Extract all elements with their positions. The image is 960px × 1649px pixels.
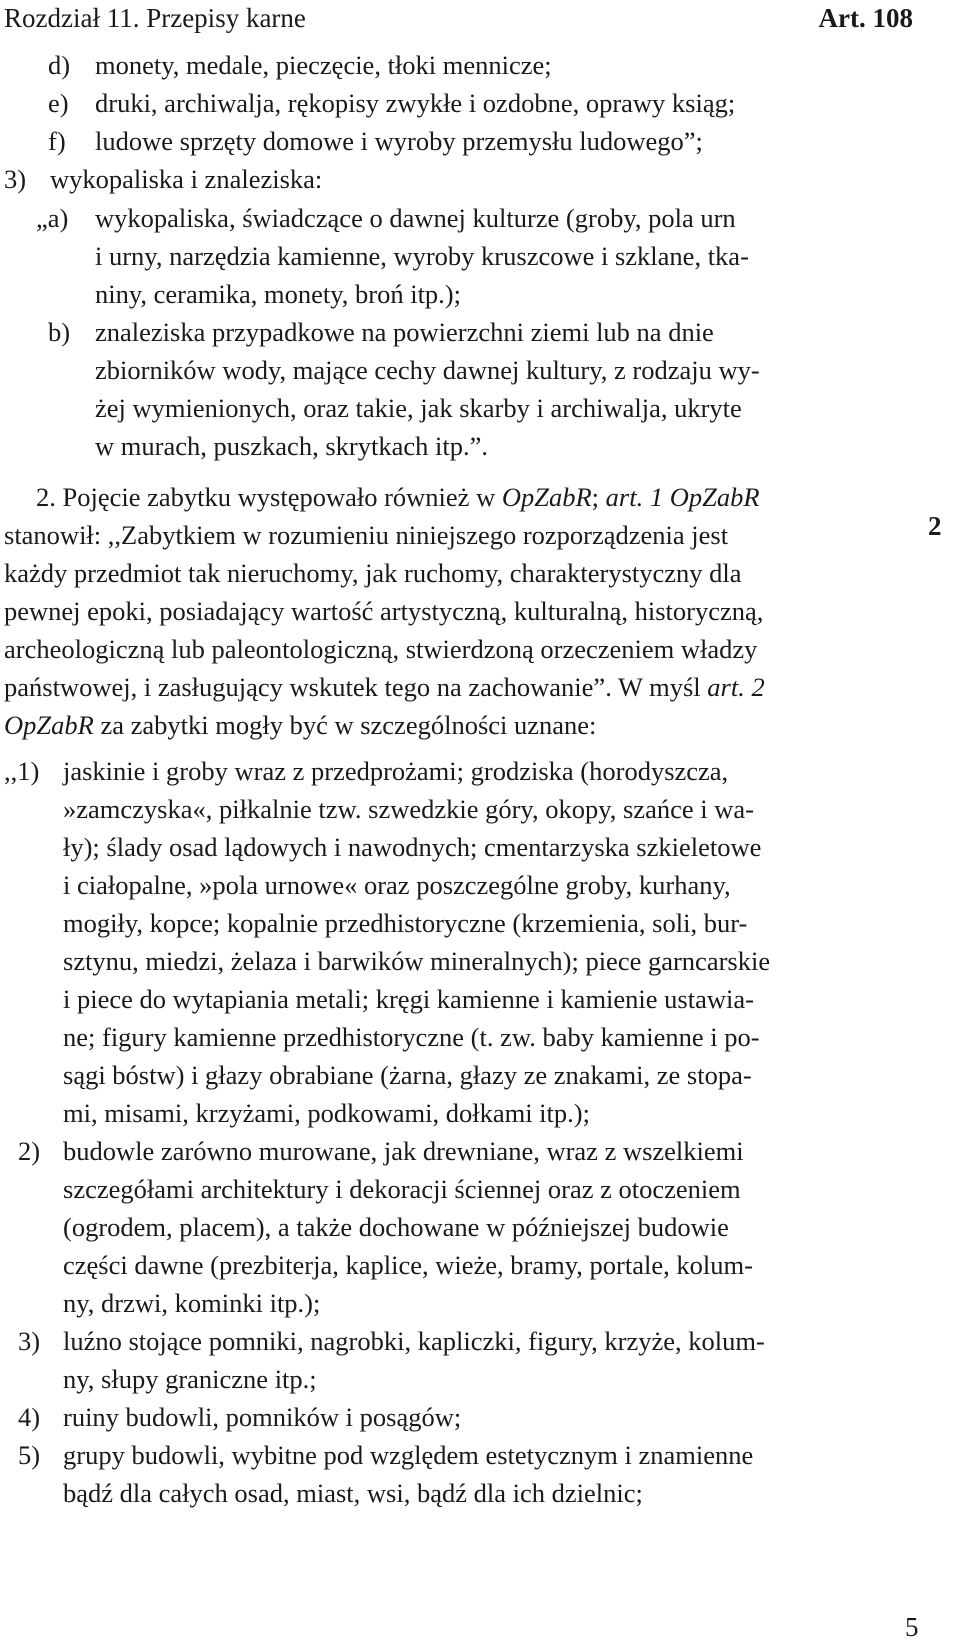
citation: OpZabR xyxy=(4,710,94,740)
item-text-line: sztynu, miedzi, żelaza i barwików mineralnych); piece garncarskie xyxy=(63,946,771,976)
item-label: 5) xyxy=(18,1440,41,1470)
item-text-line: i urny, narzędzia kamienne, wyroby kruszcowe i szklane, tka- xyxy=(95,241,749,271)
item-text-line: ne; figury kamienne przedhistoryczne (t. zw. baby kamienne i po- xyxy=(63,1022,760,1052)
item-text-line: znaleziska przypadkowe na powierzchni ziemi lub na dnie xyxy=(95,317,714,347)
paragraph-line xyxy=(4,668,765,706)
paragraph-2-first-line xyxy=(36,478,760,516)
item-text-line: i piece do wytapiania metali; kręgi kamienne i kamienie ustawia- xyxy=(63,984,754,1014)
text: ; xyxy=(591,482,606,512)
item-label: 3) xyxy=(4,164,27,194)
item-text-line: ły); ślady osad lądowych i nawodnych; cmentarzyska szkieletowe xyxy=(63,832,762,862)
item-label: e) xyxy=(48,88,69,118)
item-label: d) xyxy=(48,50,71,80)
paragraph-line: stanowił: ,,Zabytkiem w rozumieniu niniejszego rozporządzenia jest xyxy=(4,520,729,550)
item-text-line: i ciałopalne, »pola urnowe« oraz poszczególne groby, kurhany, xyxy=(63,870,731,900)
text: państwowej, i zasługujący wskutek tego na zachowanie”. W myśl xyxy=(4,672,708,702)
margin-number: 2 xyxy=(928,511,942,541)
item-text-line: części dawne (prezbiterja, kaplice, wieże, bramy, portale, kolum- xyxy=(63,1250,753,1280)
citation: art. 1 OpZabR xyxy=(605,482,760,512)
item-text-line: mogiły, kopce; kopalnie przedhistoryczne (krzemienia, soli, bur- xyxy=(63,908,748,938)
paragraph-line: archeologiczną lub paleontologiczną, stwierdzoną orzeczeniem władzy xyxy=(4,634,758,664)
item-label: ,,1) xyxy=(4,756,40,786)
item-text-line: niny, ceramika, monety, broń itp.); xyxy=(95,279,461,309)
item-text: monety, medale, pieczęcie, tłoki mennicze; xyxy=(95,50,552,80)
item-text-line: żej wymienionych, oraz takie, jak skarby i archiwalja, ukryte xyxy=(95,393,742,423)
citation: OpZabR xyxy=(501,482,592,512)
item-text-line: szczegółami architektury i dekoracji ściennej oraz z otoczeniem xyxy=(63,1174,741,1204)
item-label: 2) xyxy=(18,1136,41,1166)
item-text-line: zbiorników wody, mające cechy dawnej kultury, z rodzaju wy- xyxy=(95,355,760,385)
item-text-line: »zamczyska«, piłkalnie tzw. szwedzkie góry, okopy, szańce i wa- xyxy=(63,794,754,824)
item-label: „a) xyxy=(36,203,69,233)
paragraph-line: pewnej epoki, posiadający wartość artystyczną, kulturalną, historyczną, xyxy=(4,596,764,626)
paragraph-line: każdy przedmiot tak nieruchomy, jak ruchomy, charakterystyczny dla xyxy=(4,558,742,588)
item-text-line: (ogrodem, placem), a także dochowane w późniejszej budowie xyxy=(63,1212,729,1242)
item-text: druki, archiwalja, rękopisy zwykłe i ozdobne, oprawy ksiąg; xyxy=(95,88,736,118)
item-text-line: jaskinie i groby wraz z przedprożami; grodziska (horodyszcza, xyxy=(63,756,729,786)
item-text-line: mi, misami, krzyżami, podkowami, dołkami itp.); xyxy=(63,1098,590,1128)
item-text-line: ruiny budowli, pomników i posągów; xyxy=(63,1402,462,1432)
item-text-line: w murach, puszkach, skrytkach itp.”. xyxy=(95,431,488,461)
text: za zabytki mogły być w szczególności uznane: xyxy=(93,710,597,740)
running-header-article: Art. 108 xyxy=(818,3,913,33)
item-text-line: sągi bóstw) i głazy obrabiane (żarna, głazy ze znakami, ze stopa- xyxy=(63,1060,752,1090)
paragraph-line xyxy=(4,706,596,744)
item-text-line: ny, drzwi, kominki itp.); xyxy=(63,1288,321,1318)
text: 2. Pojęcie zabytku występowało również w xyxy=(36,482,502,512)
running-header-chapter: Rozdział 11. Przepisy karne xyxy=(4,3,306,33)
item-text-line: ny, słupy graniczne itp.; xyxy=(63,1364,317,1394)
item-text-line: wykopaliska, świadczące o dawnej kulturze (groby, pola urn xyxy=(95,203,736,233)
item-text: ludowe sprzęty domowe i wyroby przemysłu ludowego”; xyxy=(95,126,703,156)
item-label: 3) xyxy=(18,1326,41,1356)
item-label: 4) xyxy=(18,1402,41,1432)
item-text-line: budowle zarówno murowane, jak drewniane, wraz z wszelkiemi xyxy=(63,1136,744,1166)
item-text-line: bądź dla całych osad, miast, wsi, bądź dla ich dzielnic; xyxy=(63,1478,643,1508)
page-number: 5 xyxy=(905,1612,919,1642)
item-text-line: grupy budowli, wybitne pod względem estetycznym i znamienne xyxy=(63,1440,754,1470)
item-label: f) xyxy=(48,126,66,156)
item-text-line: luźno stojące pomniki, nagrobki, kapliczki, figury, krzyże, kolum- xyxy=(63,1326,765,1356)
item-label: b) xyxy=(48,317,71,347)
item-text: wykopaliska i znaleziska: xyxy=(50,164,323,194)
citation: art. 2 xyxy=(707,672,765,702)
